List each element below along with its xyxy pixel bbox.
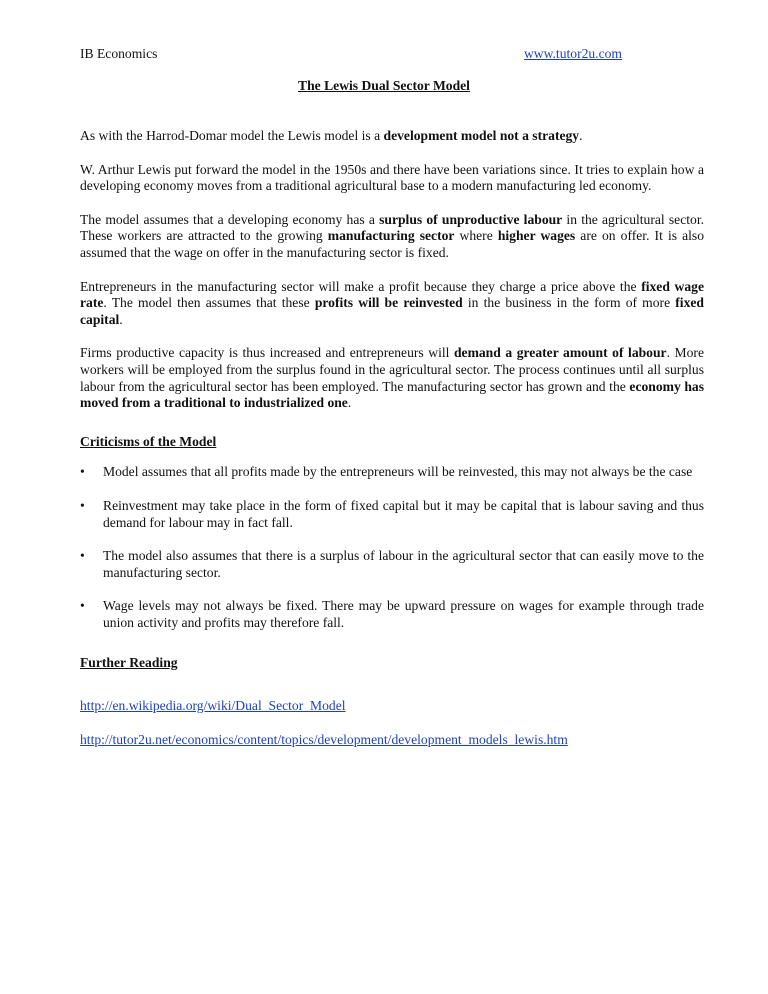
further-reading-section: [80, 655, 704, 748]
bullet-icon: •: [80, 598, 85, 614]
wikipedia-link[interactable]: http://en.wikipedia.org/wiki/Dual_Sector_Model: [80, 698, 346, 714]
list-item: • The model also assumes that there is a surplus of labour in the agricultural sector that can easily move to the manufacturing sector.: [80, 548, 704, 580]
list-item: • Reinvestment may take place in the form of fixed capital but it may be capital that is labour saving and thus demand for labour may in fact fall.: [80, 497, 704, 530]
header-website-link[interactable]: www.tutor2u.com: [523, 46, 622, 61]
paragraph-assumptions: The model assumes that a developing economy has a surplus of unproductive labour in the agricultural sector. These workers are attracted to the growing manufacturing sector where higher wages are on offer. It is also assumed that the wage on offer in the manufacturing sector is fixed.: [80, 211, 705, 260]
page-header: [80, 46, 704, 64]
bullet-icon: •: [80, 464, 85, 480]
paragraph-intro: As with the Harrod-Domar model the Lewis model is a development model not a strategy.: [80, 128, 583, 143]
bullet-icon: •: [80, 497, 85, 513]
criticisms-heading: Criticisms of the Model: [80, 433, 217, 449]
paragraph-entrepreneurs: Entrepreneurs in the manufacturing sector will make a profit because they charge a price above the fixed wage rate. The model then assumes that these profits will be reinvested in the business in the form of more fixed capital.: [80, 278, 704, 327]
document-title: The Lewis Dual Sector Model: [298, 78, 470, 93]
list-item: • Model assumes that all profits made by the entrepreneurs will be reinvested, this may not always be the case: [80, 464, 693, 480]
criticisms-list: [80, 464, 704, 631]
paragraph-lewis-history: W. Arthur Lewis put forward the model in the 1950s and there have been variations since. It tries to explain how a developing economy moves from a traditional agricultural base to a modern manufacturing led economy.: [80, 161, 704, 194]
bullet-icon: •: [80, 548, 85, 564]
list-item: • Wage levels may not always be fixed. There may be upward pressure on wages for example through trade union activity and profits may therefore fall.: [80, 598, 704, 630]
paragraph-productive-capacity: Firms productive capacity is thus increased and entrepreneurs will demand a greater amount of labour. More workers will be employed from the surplus found in the agricultural sector. The process continues until all surplus labour from the agricultural sector has been employed. The manufacturing sector has grown and the economy has moved from a traditional to industrialized one.: [80, 345, 704, 411]
header-left-text: IB Economics: [80, 46, 158, 61]
tutor2u-link[interactable]: http://tutor2u.net/economics/content/topics/development/development_models_lewis.htm: [80, 731, 568, 747]
further-reading-heading: Further Reading: [80, 655, 178, 671]
document-body: [80, 128, 704, 748]
